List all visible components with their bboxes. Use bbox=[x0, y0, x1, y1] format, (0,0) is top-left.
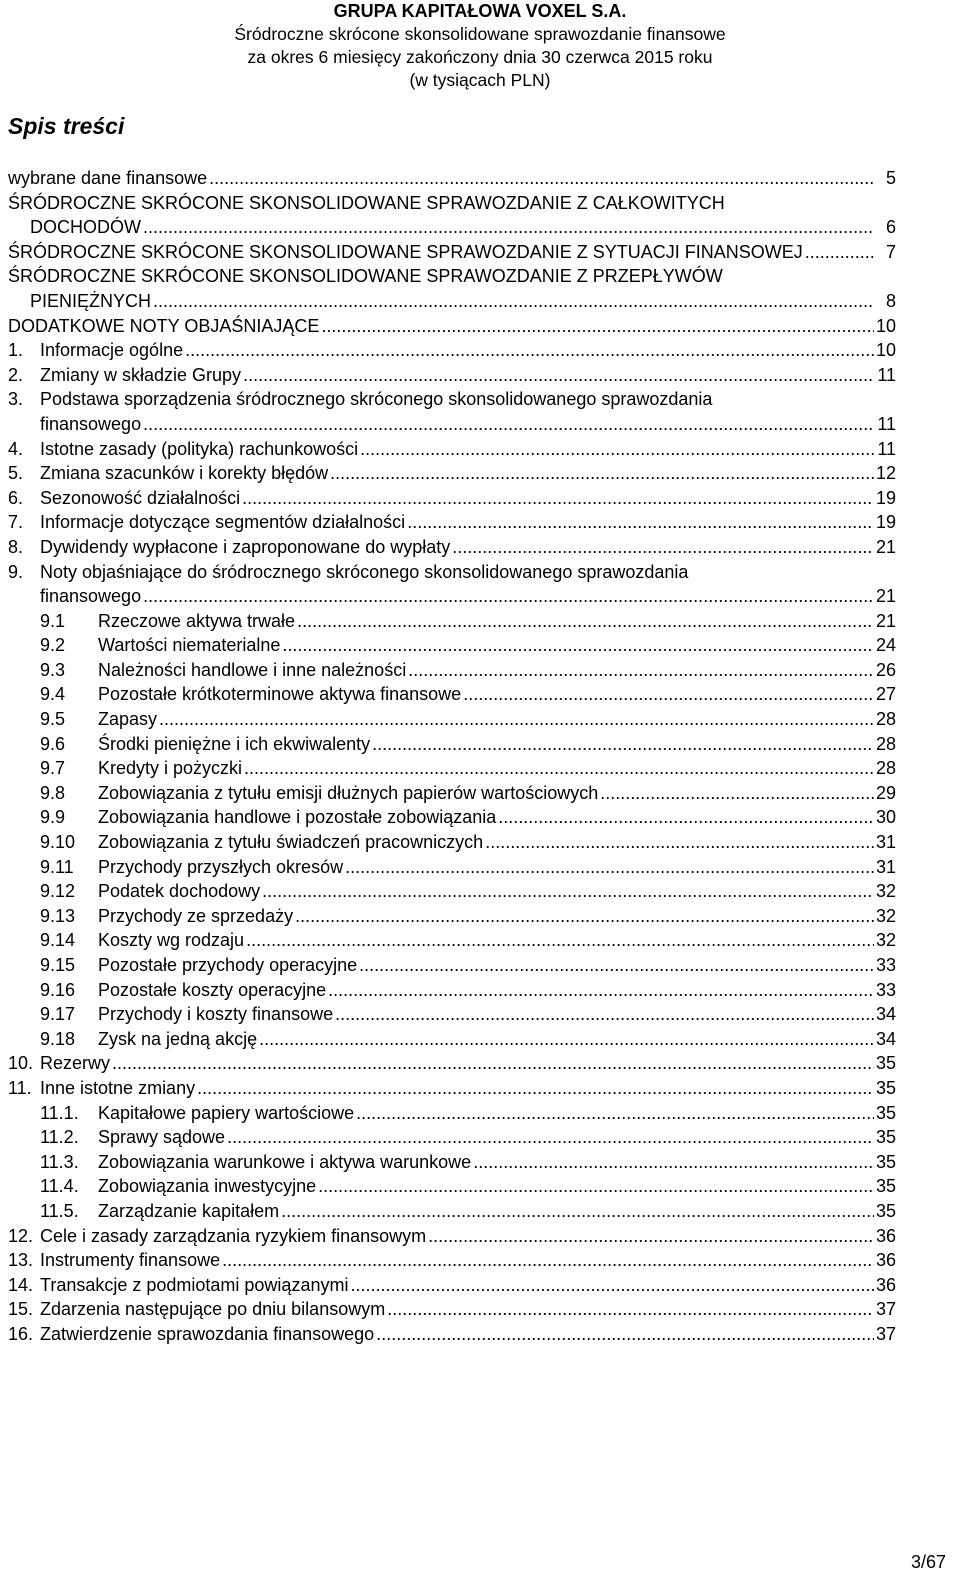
toc-entry-title: Pozostałe koszty operacyjne bbox=[98, 979, 327, 1000]
toc-entry-page: 35 bbox=[876, 1200, 897, 1221]
toc-dot-leader bbox=[246, 928, 874, 953]
toc-dot-leader bbox=[359, 953, 874, 978]
toc-entry-number: 2. bbox=[8, 364, 24, 385]
toc-entry[interactable] bbox=[8, 904, 896, 929]
toc-entry-page: 36 bbox=[876, 1274, 897, 1295]
toc-entry-number: 11. bbox=[8, 1077, 32, 1098]
toc-entry-page: 31 bbox=[876, 832, 897, 853]
toc-dot-leader bbox=[295, 904, 874, 929]
toc-entry-title: Wartości niematerialne bbox=[98, 635, 281, 656]
toc-entry-title: Sezonowość działalności bbox=[40, 487, 241, 508]
toc-entry-page: 11 bbox=[877, 438, 896, 459]
toc-entry[interactable] bbox=[8, 1125, 896, 1150]
toc-entry-number: 9.8 bbox=[40, 782, 66, 803]
toc-dot-leader bbox=[345, 855, 874, 880]
toc-entry-page: 5 bbox=[885, 168, 896, 188]
toc-dot-leader bbox=[262, 879, 874, 904]
company-name: GRUPA KAPITAŁOWA VOXEL S.A. bbox=[333, 1, 627, 21]
toc-entry-number: 5. bbox=[8, 463, 24, 484]
toc-dot-leader bbox=[328, 978, 874, 1003]
toc-entry-title: Kapitałowe papiery wartościowe bbox=[98, 1102, 355, 1123]
toc-entry-title: Pozostałe przychody operacyjne bbox=[98, 955, 358, 975]
toc-entry-page: 35 bbox=[876, 1053, 897, 1074]
toc-dot-leader bbox=[143, 215, 874, 240]
toc-dot-leader bbox=[498, 805, 874, 830]
toc-entry-page: 35 bbox=[876, 1102, 897, 1123]
toc-entry-number: 3. bbox=[8, 389, 24, 410]
toc-entry[interactable] bbox=[8, 1322, 896, 1347]
toc-dot-leader bbox=[159, 707, 874, 732]
toc-entry-number: 10. bbox=[8, 1053, 34, 1074]
toc-entry-page: 37 bbox=[876, 1299, 897, 1320]
toc-entry-number: 9.16 bbox=[40, 979, 76, 1000]
toc-entry-page: 21 bbox=[876, 586, 897, 607]
toc-entry-page: 28 bbox=[876, 758, 897, 779]
toc-entry[interactable] bbox=[8, 264, 896, 313]
toc-entry-number: 9.6 bbox=[40, 733, 66, 754]
toc-entry-title: Należności handlowe i inne należności bbox=[98, 659, 407, 680]
toc-entry-page: 34 bbox=[876, 1028, 897, 1049]
toc-entry-number: 9.13 bbox=[40, 905, 76, 926]
toc-entry-page: 28 bbox=[876, 733, 897, 754]
toc-dot-leader bbox=[242, 486, 874, 511]
document-header bbox=[0, 0, 960, 92]
toc-entry-number: 14. bbox=[8, 1274, 34, 1295]
toc-entry[interactable] bbox=[8, 978, 896, 1003]
toc-entry-title: Kredyty i pożyczki bbox=[98, 758, 243, 779]
toc-entry-page: 10 bbox=[876, 315, 897, 336]
toc-entry[interactable] bbox=[8, 1051, 896, 1076]
toc-entry[interactable] bbox=[8, 682, 896, 707]
toc-entry-title: Instrumenty finansowe bbox=[40, 1250, 221, 1271]
toc-entry-page: 19 bbox=[876, 512, 897, 533]
toc-entry-title: DODATKOWE NOTY OBJAŚNIAJĄCE bbox=[8, 315, 320, 336]
toc-entry-title: Rzeczowe aktywa trwałe bbox=[98, 610, 296, 631]
toc-entry[interactable] bbox=[8, 314, 896, 339]
toc-entry-page: 36 bbox=[876, 1225, 897, 1246]
toc-dot-leader bbox=[185, 338, 874, 363]
toc-entry-title: Informacje ogólne bbox=[40, 340, 184, 361]
toc-entry[interactable] bbox=[8, 191, 896, 240]
toc-entry[interactable] bbox=[8, 240, 896, 265]
toc-entry[interactable] bbox=[8, 437, 896, 462]
toc-entry[interactable] bbox=[8, 166, 896, 191]
toc-entry-page: 21 bbox=[876, 536, 897, 557]
toc-entry-page: 35 bbox=[876, 1151, 897, 1172]
toc-dot-leader bbox=[335, 1002, 874, 1027]
toc-dot-leader bbox=[318, 1174, 874, 1199]
toc-entry-title: ŚRÓDROCZNE SKRÓCONE SKONSOLIDOWANE SPRAWOZDANIE Z SYTUACJI FINANSOWEJ bbox=[8, 241, 803, 262]
toc-entry-number: 9.15 bbox=[40, 955, 76, 975]
toc-entry[interactable] bbox=[8, 1076, 896, 1101]
toc-entry-page: 33 bbox=[876, 979, 897, 1000]
toc-entry-number: 11.5. bbox=[40, 1200, 79, 1221]
toc-entry[interactable] bbox=[8, 1101, 896, 1126]
toc-entry[interactable] bbox=[8, 461, 896, 486]
toc-entry-page: 24 bbox=[876, 635, 897, 656]
toc-entry-page: 29 bbox=[876, 782, 897, 803]
toc-entry-number: 15. bbox=[8, 1299, 34, 1320]
report-title: Śródroczne skrócone skonsolidowane sprawozdanie finansowe bbox=[234, 24, 726, 44]
toc-entry-page: 32 bbox=[876, 881, 897, 902]
toc-entry-page: 12 bbox=[876, 463, 897, 484]
toc-entry-page: 31 bbox=[876, 856, 897, 877]
toc-entry[interactable] bbox=[8, 363, 896, 388]
toc-entry-title: Zatwierdzenie sprawozdania finansowego bbox=[40, 1323, 375, 1344]
toc-entry-title: Zysk na jedną akcję bbox=[98, 1028, 258, 1049]
toc-entry-page: 36 bbox=[876, 1250, 897, 1271]
toc-entry-number: 1. bbox=[8, 340, 24, 361]
toc-dot-leader bbox=[259, 1027, 874, 1052]
toc-entry-title: ŚRÓDROCZNE SKRÓCONE SKONSOLIDOWANE SPRAWOZDANIE Z PRZEPŁYWÓW bbox=[8, 266, 723, 287]
toc-entry-number: 9.9 bbox=[40, 807, 66, 828]
toc-entry-title: Rezerwy bbox=[40, 1053, 111, 1074]
toc-entry[interactable] bbox=[8, 830, 896, 855]
toc-entry-page: 21 bbox=[876, 610, 897, 631]
toc-entry-title: Zmiany w składzie Grupy bbox=[40, 364, 242, 385]
toc-entry-title: Noty objaśniające do śródrocznego skróconego skonsolidowanego sprawozdania bbox=[40, 561, 689, 582]
toc-dot-leader bbox=[222, 1248, 874, 1273]
toc-entry[interactable] bbox=[8, 609, 896, 634]
toc-entry-number: 4. bbox=[8, 438, 24, 459]
toc-entry-page: 32 bbox=[876, 930, 897, 951]
toc-entry-title: PIENIĘŻNYCH bbox=[30, 290, 152, 311]
toc-entry[interactable] bbox=[8, 732, 896, 757]
page-number: 3/67 bbox=[910, 1552, 946, 1572]
toc-entry-page: 10 bbox=[876, 340, 897, 361]
toc-dot-leader bbox=[209, 166, 874, 191]
toc-entry-title: Zobowiązania z tytułu świadczeń pracowniczych bbox=[98, 832, 484, 853]
toc-entry[interactable] bbox=[8, 560, 896, 609]
toc-entry[interactable] bbox=[8, 1248, 896, 1273]
toc-entry[interactable] bbox=[8, 1224, 896, 1249]
toc-entry-title: wybrane dane finansowe bbox=[8, 168, 208, 188]
toc-entry-title: Zobowiązania z tytułu emisji dłużnych papierów wartościowych bbox=[98, 782, 599, 803]
toc-dot-leader bbox=[473, 1150, 874, 1175]
toc-dot-leader bbox=[805, 240, 874, 265]
toc-entry[interactable] bbox=[8, 781, 896, 806]
toc-entry-title: Środki pieniężne i ich ekwiwalenty bbox=[98, 733, 371, 754]
toc-entry-page: 19 bbox=[876, 487, 897, 508]
toc-dot-leader bbox=[387, 1297, 874, 1322]
toc-dot-leader bbox=[428, 1224, 874, 1249]
report-period: za okres 6 miesięcy zakończony dnia 30 czerwca 2015 roku bbox=[247, 47, 713, 67]
toc-entry-number: 9.7 bbox=[40, 758, 66, 779]
toc-entry[interactable] bbox=[8, 535, 896, 560]
table-of-contents bbox=[8, 166, 896, 1347]
toc-entry[interactable] bbox=[8, 1199, 896, 1224]
toc-entry-title: Cele i zasady zarządzania ryzykiem finansowym bbox=[40, 1225, 427, 1246]
toc-entry-number: 9.4 bbox=[40, 684, 66, 705]
toc-dot-leader bbox=[143, 412, 874, 437]
toc-entry-number: 16. bbox=[8, 1323, 34, 1344]
toc-entry-title: Zapasy bbox=[98, 709, 158, 730]
toc-entry-page: 27 bbox=[876, 684, 897, 705]
toc-entry-title: Koszty wg rodzaju bbox=[98, 930, 245, 951]
toc-entry-page: 33 bbox=[876, 955, 897, 975]
toc-entry-title: Przychody przyszłych okresów bbox=[98, 856, 344, 877]
toc-entry-page: 32 bbox=[876, 905, 897, 926]
toc-entry-title: Informacje dotyczące segmentów działalności bbox=[40, 512, 406, 533]
toc-dot-leader bbox=[153, 289, 874, 314]
toc-dot-leader bbox=[243, 363, 874, 388]
toc-dot-leader bbox=[452, 535, 874, 560]
toc-entry[interactable] bbox=[8, 387, 896, 436]
toc-entry[interactable] bbox=[8, 1150, 896, 1175]
toc-entry[interactable] bbox=[8, 510, 896, 535]
toc-entry-title: Zobowiązania inwestycyjne bbox=[98, 1176, 317, 1197]
toc-dot-leader bbox=[227, 1125, 874, 1150]
toc-dot-leader bbox=[112, 1051, 874, 1076]
toc-entry-number: 13. bbox=[8, 1250, 34, 1271]
toc-entry-number: 7. bbox=[8, 512, 24, 533]
toc-entry[interactable] bbox=[8, 658, 896, 683]
toc-entry-title: Pozostałe krótkoterminowe aktywa finansowe bbox=[98, 684, 462, 705]
toc-entry[interactable] bbox=[8, 633, 896, 658]
toc-dot-leader bbox=[372, 732, 874, 757]
toc-entry-title: DOCHODÓW bbox=[30, 217, 141, 238]
toc-entry-page: 7 bbox=[885, 241, 896, 262]
toc-entry-title: Dywidendy wypłacone i zaproponowane do wypłaty bbox=[40, 536, 451, 557]
toc-dot-leader bbox=[360, 437, 874, 462]
toc-entry-page: 11 bbox=[877, 364, 896, 385]
toc-entry-page: 35 bbox=[876, 1077, 897, 1098]
toc-entry-page: 8 bbox=[885, 290, 896, 311]
toc-entry-page: 28 bbox=[876, 709, 897, 730]
toc-dot-leader bbox=[282, 633, 874, 658]
toc-dot-leader bbox=[408, 658, 874, 683]
toc-entry[interactable] bbox=[8, 855, 896, 880]
toc-entry-page: 11 bbox=[877, 413, 896, 434]
toc-entry-title: finansowego bbox=[40, 413, 142, 434]
toc-entry-title: Zobowiązania handlowe i pozostałe zobowiązania bbox=[98, 807, 497, 828]
toc-entry-number: 9.5 bbox=[40, 709, 66, 730]
toc-entry[interactable] bbox=[8, 1174, 896, 1199]
toc-entry-number: 9.12 bbox=[40, 881, 76, 902]
toc-entry-title: Zmiana szacunków i korekty błędów bbox=[40, 463, 329, 484]
toc-dot-leader bbox=[197, 1076, 874, 1101]
toc-entry[interactable] bbox=[8, 1027, 896, 1052]
toc-entry[interactable] bbox=[8, 707, 896, 732]
toc-entry[interactable] bbox=[8, 1273, 896, 1298]
toc-entry-title: Sprawy sądowe bbox=[98, 1127, 226, 1148]
toc-entry-title: Zarządzanie kapitałem bbox=[98, 1200, 280, 1221]
toc-entry-number: 11.1. bbox=[40, 1102, 79, 1123]
toc-entry-number: 11.2. bbox=[40, 1127, 79, 1148]
toc-entry[interactable] bbox=[8, 756, 896, 781]
toc-entry-title: Zobowiązania warunkowe i aktywa warunkowe bbox=[98, 1151, 472, 1172]
toc-dot-leader bbox=[321, 314, 874, 339]
toc-entry-page: 30 bbox=[876, 807, 897, 828]
toc-dot-leader bbox=[330, 461, 874, 486]
toc-entry-number: 9. bbox=[8, 561, 24, 582]
toc-entry[interactable] bbox=[8, 805, 896, 830]
toc-entry-title: Inne istotne zmiany bbox=[40, 1077, 196, 1098]
toc-entry-page: 26 bbox=[876, 659, 897, 680]
toc-entry-title: Przychody ze sprzedaży bbox=[98, 905, 294, 926]
toc-entry[interactable] bbox=[8, 1002, 896, 1027]
toc-entry-title: Przychody i koszty finansowe bbox=[98, 1004, 334, 1025]
toc-entry[interactable] bbox=[8, 928, 896, 953]
toc-entry-title: finansowego bbox=[40, 586, 142, 607]
toc-entry-title: Podstawa sporządzenia śródrocznego skróconego skonsolidowanego sprawozdania bbox=[40, 389, 713, 410]
toc-entry-number: 9.10 bbox=[40, 832, 76, 853]
toc-entry[interactable] bbox=[8, 486, 896, 511]
toc-dot-leader bbox=[350, 1273, 874, 1298]
toc-entry[interactable] bbox=[8, 953, 896, 978]
toc-entry-number: 9.11 bbox=[40, 856, 74, 877]
toc-dot-leader bbox=[407, 510, 874, 535]
toc-entry-page: 34 bbox=[876, 1004, 897, 1025]
toc-dot-leader bbox=[281, 1199, 874, 1224]
toc-dot-leader bbox=[600, 781, 874, 806]
toc-entry-title: Zdarzenia następujące po dniu bilansowym bbox=[40, 1299, 386, 1320]
toc-entry-number: 8. bbox=[8, 536, 24, 557]
toc-entry-page: 35 bbox=[876, 1176, 897, 1197]
toc-entry-number: 9.18 bbox=[40, 1028, 76, 1049]
report-currency: (w tysiącach PLN) bbox=[409, 70, 551, 90]
toc-entry[interactable] bbox=[8, 879, 896, 904]
toc-dot-leader bbox=[356, 1101, 874, 1126]
toc-dot-leader bbox=[485, 830, 874, 855]
toc-entry-number: 9.2 bbox=[40, 635, 66, 656]
toc-entry-number: 12. bbox=[8, 1225, 34, 1246]
toc-entry-number: 11.3. bbox=[40, 1151, 79, 1172]
toc-entry-title: ŚRÓDROCZNE SKRÓCONE SKONSOLIDOWANE SPRAWOZDANIE Z CAŁKOWITYCH bbox=[8, 192, 725, 213]
toc-entry[interactable] bbox=[8, 338, 896, 363]
toc-entry-number: 9.1 bbox=[40, 610, 66, 631]
toc-entry-page: 37 bbox=[876, 1323, 897, 1344]
toc-entry-page: 6 bbox=[885, 217, 896, 238]
toc-entry-title: Istotne zasady (polityka) rachunkowości bbox=[40, 438, 359, 459]
toc-entry-title: Podatek dochodowy bbox=[98, 881, 261, 902]
toc-dot-leader bbox=[143, 584, 874, 609]
toc-entry-title: Transakcje z podmiotami powiązanymi bbox=[40, 1274, 349, 1295]
toc-dot-leader bbox=[297, 609, 874, 634]
toc-dot-leader bbox=[244, 756, 874, 781]
toc-entry-number: 11.4. bbox=[40, 1176, 79, 1197]
toc-entry-number: 9.3 bbox=[40, 659, 66, 680]
toc-dot-leader bbox=[376, 1322, 874, 1347]
toc-entry-number: 9.14 bbox=[40, 930, 76, 951]
toc-entry-number: 9.17 bbox=[40, 1004, 76, 1025]
toc-entry-page: 35 bbox=[876, 1127, 897, 1148]
toc-entry[interactable] bbox=[8, 1297, 896, 1322]
toc-entry-number: 6. bbox=[8, 487, 24, 508]
toc-title: Spis treści bbox=[8, 113, 125, 139]
toc-dot-leader bbox=[463, 682, 874, 707]
